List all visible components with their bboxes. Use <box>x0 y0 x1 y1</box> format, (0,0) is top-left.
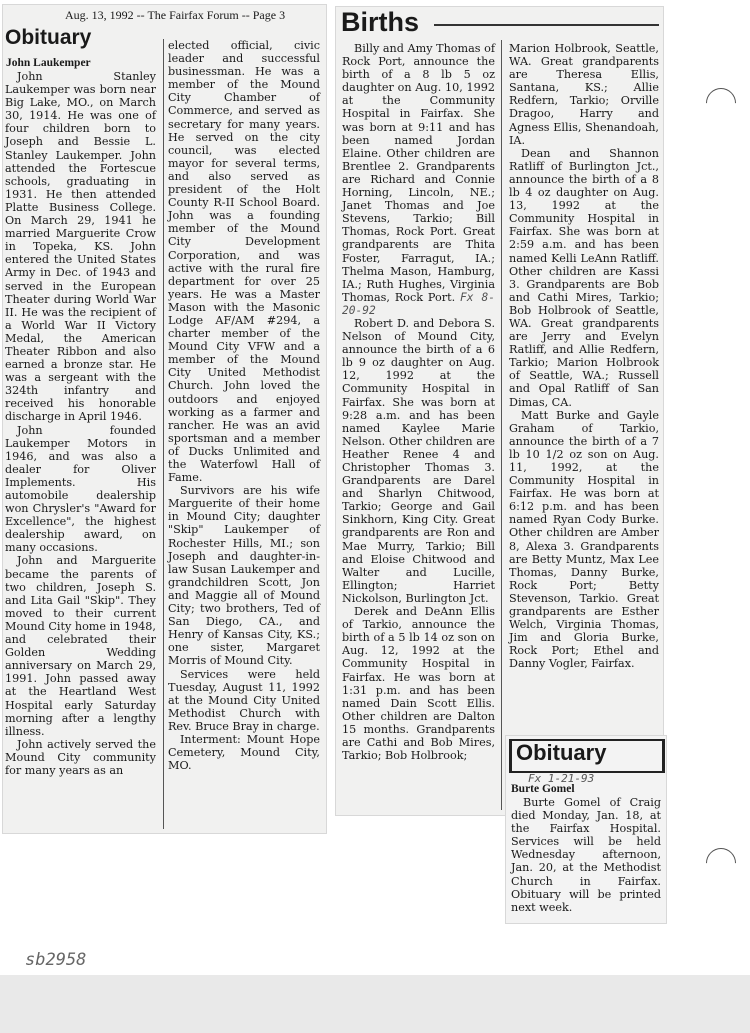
small-obituary-clipping <box>505 735 667 924</box>
paragraph: Robert D. and Debora S. Nelson of Mound City, announce the birth of a 6 lb 9 oz daughter on Aug. 12, 1992 at the Community Hospital in Fairfax. She was born at 9:28 a.m. and has been named Kaylee Marie Nelson. Other children are Heather Renee 4 and Christopher Thomas 3. Grandparents are Darel and Sharlyn Chitwood, Tarkio; George and Gail Sinkhorn, King City. Great grandparents are Ron and Mae Murry, Tarkio; Bill and Eloise Chitwood and Walter and Lucille, Ellington; Harriet Nickolson, Burlington Jct. <box>342 316 495 605</box>
handwritten-date: Fx 8-20-92 <box>342 290 495 317</box>
obituary-heading: Obituary <box>5 26 92 49</box>
births-column-2 <box>509 42 659 671</box>
obituary-column-1 <box>5 70 156 777</box>
handwritten-date: Fx 1-21-93 <box>528 772 595 785</box>
scanner-background <box>0 975 750 1033</box>
paragraph: Derek and DeAnn Ellis of Tarkio, announce the birth of a 5 lb 14 oz son on Aug. 12, 1992 at the Community Hospital in Fairfax. He was born at 1:31 p.m. and has been named Dain Scott Ellis. Other children are Dalton 15 months. Grandparents are Cathi and Bob Mires, Tarkio; Bob Holbrook; <box>342 605 495 763</box>
obituary-column-2 <box>168 39 320 772</box>
paragraph: John Stanley Laukemper was born near Big Lake, MO., on March 30, 1914. He was one of four children born to Joseph and Bessie L. Stanley Laukemper. John attended the Fortescue schools, graduating in 1931. He then attended Platte Business College. On March 29, 1941 he married Marguerite Crow in Topeka, KS. John entered the United States Army in Dec. of 1943 and served in the European Theater during World War II. He was the recipient of a World War II Victory Medal, the American Theater Ribbon and also earned a bronze star. He was a sergeant with the 324th infantry and received his honorable discharge in April 1946. <box>5 70 156 424</box>
column-rule <box>163 39 164 829</box>
births-heading: Births <box>341 7 420 37</box>
paragraph: Survivors are his wife Marguerite of their home in Mound City; daughter "Skip" Laukemper of Rochester Hills, MI.; son Joseph and daughter-in-law Susan Laukemper and grandchildren Scott, Jon and Maggie all of Mound City; two brothers, Ted of San Diego, CA., and Henry of Kansas City, KS.; one sister, Margaret Morris of Mound City. <box>168 484 320 668</box>
obituary-clipping <box>2 4 327 834</box>
deceased-name: Burte Gomel <box>511 783 575 795</box>
births-clipping <box>335 6 664 816</box>
paragraph: Burte Gomel of Craig died Monday, Jan. 18, at the Fairfax Hospital. Services will be held Wednesday afternoon, Jan. 20, at the Methodist Church in Fairfax. Obituary will be printed next week. <box>511 796 661 914</box>
small-obituary-heading: Obituary <box>516 740 607 765</box>
paragraph: Dean and Shannon Ratliff of Burlington Jct., announce the birth of a 8 lb 4 oz daughter on Aug. 13, 1992 at the Community Hospital in Fairfax. She was born at 2:59 a.m. and has been named Kelli LeAnn Ratliff. Other children are Kassi 3. Grandparents are Bob and Cathi Mires, Tarkio; Bob Holbrook of Seattle, WA. Great grandparents are Jerry and Evelyn Ratliff, and Allie Redfern, Tarkio; Marion Holbrook of Seattle, WA.; Russell and Opal Ratliff of San Dimas, CA. <box>509 146 659 409</box>
births-column-1 <box>342 42 495 762</box>
paragraph: Marion Holbrook, Seattle, WA. Great grandparents are Theresa Ellis, Santana, KS.; Allie Redfern, Tarkio; Orville Dragoo, Harry and Agness Ellis, Shenandoah, IA. <box>509 42 659 147</box>
catalog-mark: sb2958 <box>25 950 87 970</box>
paragraph: Services were held Tuesday, August 11, 1992 at the Mound City United Methodist Church with Rev. Bruce Bray in charge. <box>168 667 320 733</box>
small-obituary-body <box>511 796 661 914</box>
column-rule <box>501 40 502 810</box>
page-header: Aug. 13, 1992 -- The Fairfax Forum -- Page 3 <box>65 8 286 22</box>
paragraph: John founded Laukemper Motors in 1946, and was also a dealer for Oliver Implements. His automobile dealership won Chrysler's "Award for Excellence", the highest dealership award, on many occasions. <box>5 423 156 555</box>
paragraph: elected official, civic leader and successful businessman. He was a member of the Mound City Chamber of Commerce, and served as secretary for many years. He served on the city council, was elected mayor for several terms, and also served as president of the Holt County R-II School Board. John was a founding member of the Mound City Development Corporation, and was active with the rural fire department for over 25 years. He was a Master Mason with the Masonic Lodge AF/AM #294, a charter member of the Mound City VFW and a member of the Mound City United Methodist Church. John loved the outdoors and enjoyed working as a farmer and rancher. He was an avid sportsman and a member of Ducks Unlimited and the Waterfowl Hall of Fame. <box>168 39 320 485</box>
paragraph: Billy and Amy Thomas of Rock Port, announce the birth of a 8 lb 5 oz daughter on Aug. 10, 1992 at the Community Hospital in Fairfax. She was born at 9:11 and has been named Jordan Elaine. Other children are Brentlee 2. Grandparents are Richard and Connie Horning, Lincoln, NE.; Janet Thomas and Joe Stevens, Tarkio; Bill Thomas, Rock Port. Great grandparents are Thita Foster, Farragut, IA.; Thelma Mason, Hamburg, IA.; Ruth Hughes, Virginia Thomas, Rock Port. Fx 8-20-92 <box>342 42 495 317</box>
deceased-name: John Laukemper <box>6 57 91 69</box>
heading-rule <box>434 24 659 26</box>
paragraph: Matt Burke and Gayle Graham of Tarkio, announce the birth of a 7 lb 10 1/2 oz son on Aug. 11, 1992, at the Community Hospital in Fairfax. He was born at 6:12 p.m. and has been named Ryan Cody Burke. Other children are Amber 8, Alexa 3. Grandparents are Betty Muntz, Max Lee Thomas, Danny Burke, Rock Port; Betty Stevenson, Tarkio. Great grandparents are Esther Welch, Virginia Thomas, Jim and Gloria Burke, Rock Port; Ethel and Danny Vogler, Fairfax. <box>509 408 659 671</box>
paragraph: John and Marguerite became the parents of two children, Joseph S. and Lita Gail "Skip". They moved to their current Mound City home in 1948, and celebrated their Golden Wedding anniversary on March 29, 1991. John passed away at the Heartland West Hospital early Saturday morning after a lengthy illness. <box>5 554 156 738</box>
paragraph: Interment: Mount Hope Cemetery, Mound City, MO. <box>168 732 320 773</box>
binder-hole-bottom <box>700 842 742 884</box>
paragraph: John actively served the Mound City community for many years as an <box>5 737 156 777</box>
binder-hole-top <box>700 82 742 124</box>
